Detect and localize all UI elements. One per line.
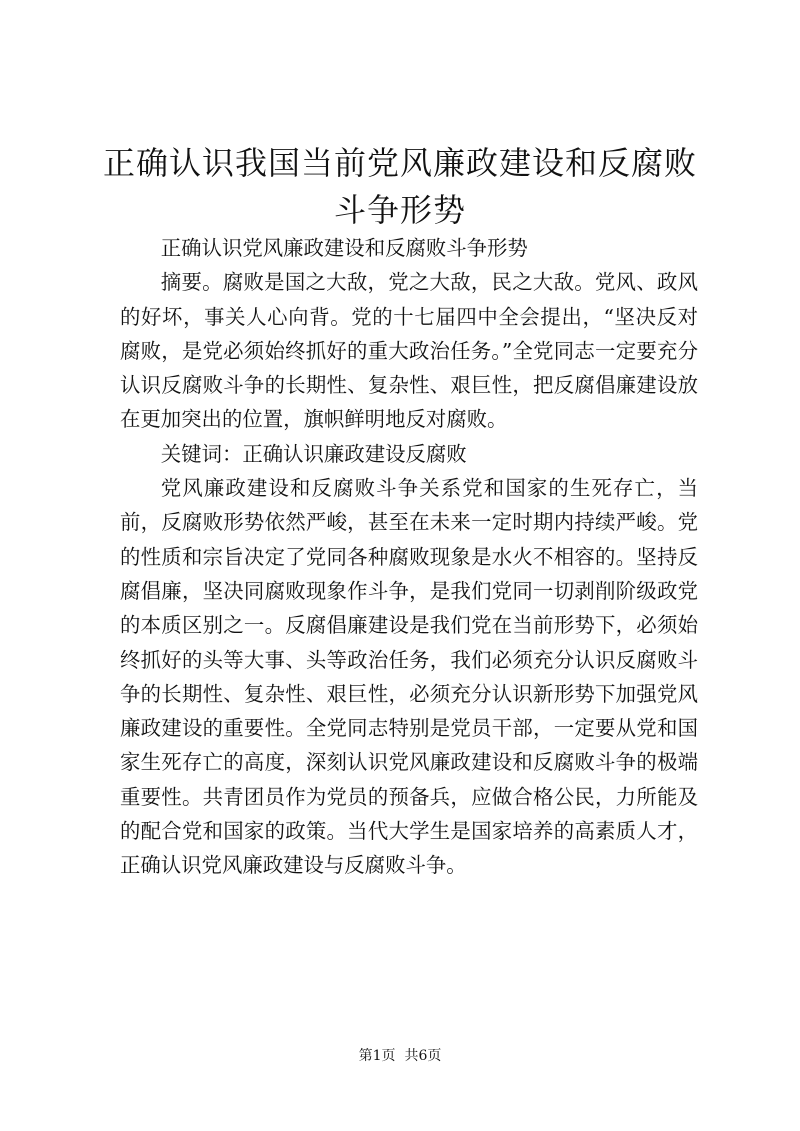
keywords-paragraph: 关键词：正确认识廉政建设反腐败 (160, 441, 467, 466)
abstract-paragraph: 摘要。腐败是国之大敌，党之大敌，民之大敌。党风、政风的好坏，事关人心向背。党的十七届四中全会提出，“坚决反对腐败，是党必须始终抓好的重大政治任务。”全党同志一定要充分认识反腐败斗争的长期性、复杂性、艰巨性，把反腐倡廉建设放在更加突出的位置，旗帜鲜明地反对腐败。 (120, 270, 698, 432)
page-footer (0, 1046, 800, 1066)
page-number: 第1页 (358, 1048, 396, 1064)
subtitle-paragraph: 正确认识党风廉政建设和反腐败斗争形势 (160, 236, 528, 260)
document-body (120, 231, 698, 883)
document-title: 正确认识我国当前党风廉政建设和反腐败斗争形势 (102, 144, 697, 229)
page-total: 共6页 (404, 1048, 442, 1064)
body-paragraph: 党风廉政建设和反腐败斗争关系党和国家的生死存亡，当前，反腐败形势依然严峻，甚至在未来一定时期内持续严峻。党的性质和宗旨决定了党同各种腐败现象是水火不相容的。坚持反腐倡廉，坚决同腐败现象作斗争，是我们党同一切剥削阶级政党的本质区别之一。反腐倡廉建设是我们党在当前形势下，必须始终抓好的头等大事、头等政治任务，我们必须充分认识反腐败斗争的长期性、复杂性、艰巨性，必须充分认识新形势下加强党风廉政建设的重要性。全党同志特别是党员干部，一定要从党和国家生死存亡的高度，深刻认识党风廉政建设和反腐败斗争的极端重要性。共青团员作为党员的预备兵，应做合格公民，力所能及的配合党和国家的政策。当代大学生是国家培养的高素质人才，正确认识党风廉政建设与反腐败斗争。 (120, 476, 698, 878)
